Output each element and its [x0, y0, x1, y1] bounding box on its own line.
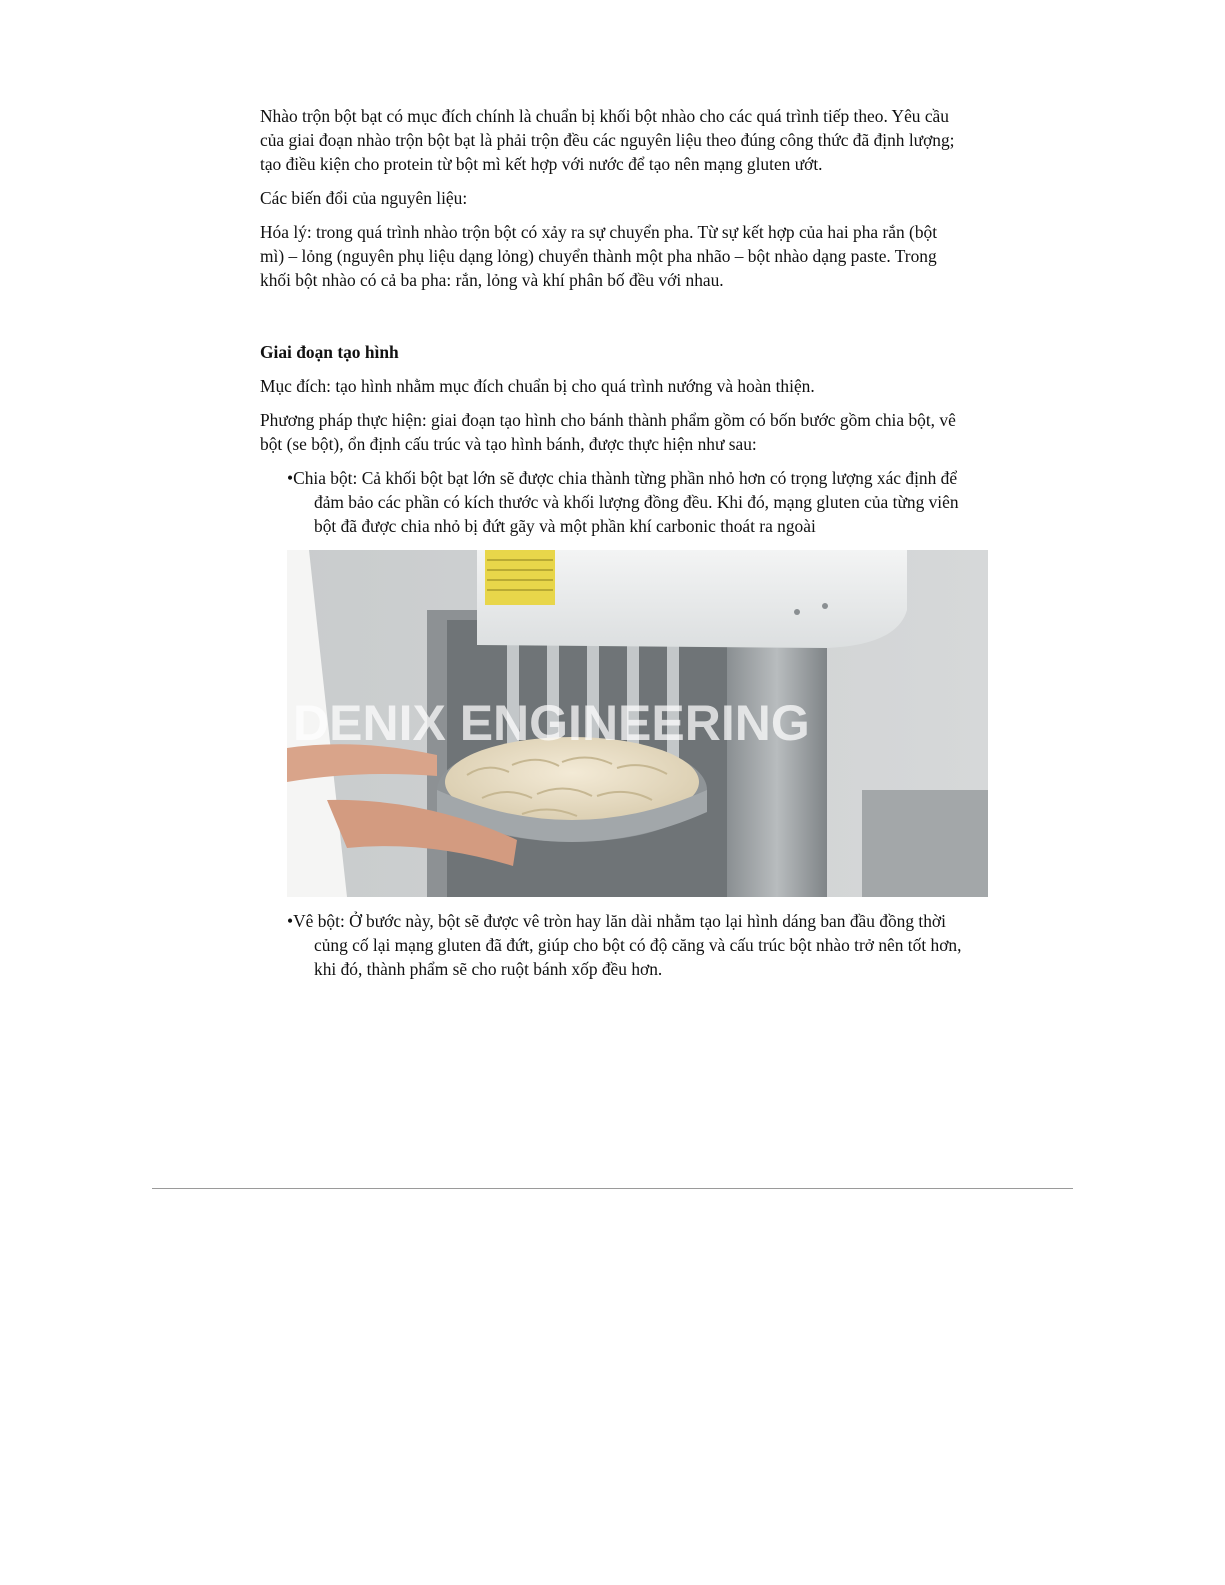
section-spacer	[260, 302, 960, 340]
intro-paragraph-1: Nhào trộn bột bạt có mục đích chính là chuẩn bị khối bột nhào cho các quá trình tiếp theo. Yêu cầu của giai đoạn nhào trộn bột bạt là phải trộn đều các nguyên liệu theo đúng công thức đã định lượng; tạo điều kiện cho protein từ bột mì kết hợp với nước để tạo nên mạng gluten ướt.	[260, 106, 955, 174]
method-paragraph: Phương pháp thực hiện: giai đoạn tạo hình cho bánh thành phẩm gồm có bốn bước gồm chia bột, vê bột (se bột), ổn định cấu trúc và tạo hình bánh, được thực hiện như sau:	[260, 410, 956, 454]
bullet-text: Vê bột: Ở bước này, bột sẽ được vê tròn hay lăn dài nhằm tạo lại hình dáng ban đầu đồng thời củng cố lại mạng gluten đã đứt, giúp cho bột có độ căng và cấu trúc bột nhào trở nên tốt hơn, khi đó, thành phẩm sẽ cho ruột bánh xốp đều hơn.	[293, 911, 962, 979]
dough-divider-photo	[287, 550, 988, 897]
section-heading: Giai đoạn tạo hình	[260, 342, 399, 362]
bullet-dot: •	[287, 911, 294, 931]
bullet-item-divide-dough	[287, 466, 974, 538]
bullet-item-round-dough	[287, 909, 974, 981]
intro-paragraph-3: Hóa lý: trong quá trình nhào trộn bột có xảy ra sự chuyển pha. Từ sự kết hợp của hai pha rắn (bột mì) – lỏng (nguyên phụ liệu dạng lỏng) chuyển thành một pha nhão – bột nhào dạng paste. Trong khối bột nhào có cả ba pha: rắn, lỏng và khí phân bố đều với nhau.	[260, 222, 938, 290]
page-divider	[152, 1188, 1073, 1189]
watermark-text: DENIX ENGINEERING	[293, 695, 810, 751]
photo-illustration	[287, 550, 988, 897]
purpose-paragraph: Mục đích: tạo hình nhằm mục đích chuẩn bị cho quá trình nướng và hoàn thiện.	[260, 376, 815, 396]
bullet-dot: •	[287, 468, 294, 488]
document-body	[260, 104, 960, 993]
bullet-text: Chia bột: Cả khối bột bạt lớn sẽ được chia thành từng phần nhỏ hơn có trọng lượng xác định để đảm bảo các phần có kích thước và khối lượng đồng đều. Khi đó, mạng gluten của từng viên bột đã được chia nhỏ bị đứt gãy và một phần khí carbonic thoát ra ngoài	[293, 468, 959, 536]
intro-paragraph-2: Các biến đổi của nguyên liệu:	[260, 188, 468, 208]
